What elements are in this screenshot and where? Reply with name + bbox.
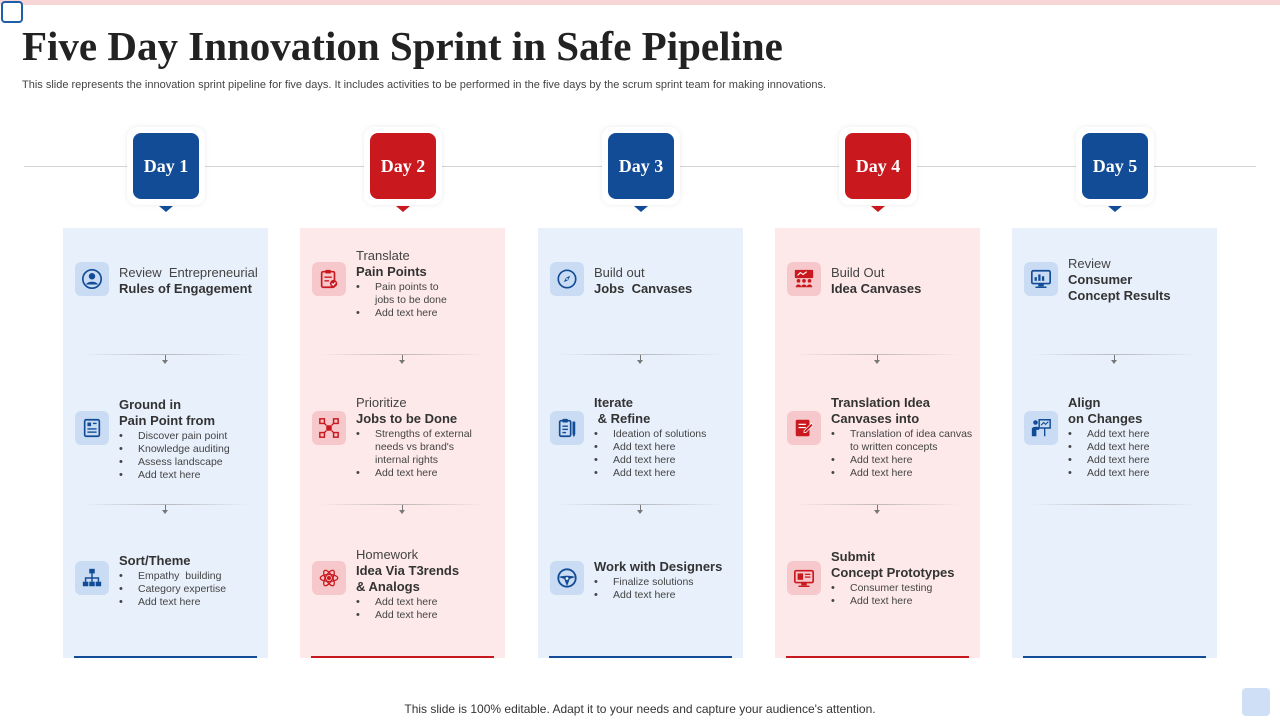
bullet-item: • Add text here [1068,467,1218,480]
bullet-item: • Add text here [831,454,981,467]
step-title-line2: Jobs Canvases [594,281,693,296]
down-arrow-icon [402,505,403,513]
step-title-line1: Prioritize [356,395,407,410]
down-arrow-icon [877,505,878,513]
column-bottom-rule [549,656,732,658]
bullet-item: • Knowledge auditing [119,443,269,456]
monitor-icon [787,561,821,595]
step-title-line1: Review Entrepreneurial [119,265,258,280]
bullet-item: • Strengths of external needs vs brand's internal rights [356,428,506,467]
team-presentation-icon [787,262,821,296]
step-title-line2: Consumer Concept Results [1068,272,1171,303]
org-chart-icon [75,561,109,595]
checklist-icon [550,411,584,445]
bullet-item: • Add text here [356,307,506,320]
network-icon [312,411,346,445]
clipboard-check-icon [312,262,346,296]
step-title: Translation Idea Canvases into [831,395,930,426]
compass-icon [550,262,584,296]
day-4-badge [839,127,917,205]
column-bottom-rule [1023,656,1206,658]
step-bullets [356,428,506,480]
bullet-item: • Ideation of solutions [594,428,744,441]
day-3-label: Day 3 [608,133,674,199]
day-5-column [1012,228,1217,658]
down-arrow-icon [1114,355,1115,363]
bullet-item: • Add text here [119,469,269,482]
slide-corner-marker [1,1,23,23]
bullet-item: • Discover pain point [119,430,269,443]
day-1-pointer [159,206,173,212]
bullet-item: • Add text here [594,454,744,467]
day-2-pointer [396,206,410,212]
bullet-item: • Add text here [356,609,506,622]
bullet-item: • Add text here [119,596,269,609]
top-accent-strip [0,0,1280,5]
step-bullets [831,582,981,608]
bullet-item: • Add text here [831,467,981,480]
step-title-line2: Idea Via T3rends & Analogs [356,563,460,594]
day-5-pointer [1108,206,1122,212]
day-4-pointer [871,206,885,212]
step-title-line2: Pain Points [356,264,427,279]
bullet-item: • Add text here [356,596,506,609]
step-title-line1: Review [1068,256,1111,271]
step-bullets [1068,428,1218,480]
day-1-label: Day 1 [133,133,199,199]
bullet-item: • Add text here [594,467,744,480]
column-bottom-rule [786,656,969,658]
down-arrow-icon [877,355,878,363]
slide-title: Five Day Innovation Sprint in Safe Pipeline [22,23,783,69]
day-5-badge [1076,127,1154,205]
column-bottom-rule [311,656,494,658]
bullet-item: • Add text here [1068,441,1218,454]
bullet-item: • Consumer testing [831,582,981,595]
step-title-line2: Rules of Engagement [119,281,252,296]
step-title: Iterate & Refine [594,395,651,426]
bullet-item: • Add text here [1068,428,1218,441]
down-arrow-icon [165,505,166,513]
day-2-column [300,228,505,658]
bullet-item: • Add text here [356,467,506,480]
bullet-item: • Empathy building [119,570,269,583]
step-bullets [594,576,744,602]
step-title-line1: Build Out [831,265,885,280]
bullet-item: • Add text here [594,589,744,602]
user-circle-icon [75,262,109,296]
day-4-label: Day 4 [845,133,911,199]
day-3-column [538,228,743,658]
step-bullets [831,428,981,480]
day-3-pointer [634,206,648,212]
notebook-icon [787,411,821,445]
step-title-line1: Translate [356,248,410,263]
step-bullets [119,570,269,609]
steering-wheel-icon [550,561,584,595]
day-1-column [63,228,268,658]
day-5-label: Day 5 [1082,133,1148,199]
step-title: Work with Designers [594,559,723,574]
day-1-badge [127,127,205,205]
down-arrow-icon [640,505,641,513]
step-title: Ground in Pain Point from [119,397,216,428]
day-2-label: Day 2 [370,133,436,199]
step-separator [1032,504,1197,505]
step-title-line2: Jobs to be Done [356,411,458,426]
down-arrow-icon [640,355,641,363]
step-title: Sort/Theme [119,553,191,568]
bullet-item: • Translation of idea canvas to written concepts [831,428,981,454]
bullet-item: • Pain points to jobs to be done [356,281,506,307]
step-bullets [356,596,506,622]
bullet-item: • Category expertise [119,583,269,596]
down-arrow-icon [165,355,166,363]
bullet-item: • Add text here [831,595,981,608]
bullet-item: • Add text here [1068,454,1218,467]
step-bullets [594,428,744,480]
column-bottom-rule [74,656,257,658]
slide-footer: This slide is 100% editable. Adapt it to your needs and capture your audience's attention. [404,702,876,716]
bullet-item: • Assess landscape [119,456,269,469]
step-bullets [119,430,269,482]
document-icon [75,411,109,445]
bullet-item: • Finalize solutions [594,576,744,589]
day-2-badge [364,127,442,205]
atom-icon [312,561,346,595]
step-title-line2: Idea Canvases [831,281,922,296]
bullet-item: • Add text here [594,441,744,454]
step-title-line1: Homework [356,547,419,562]
step-title: Align on Changes [1068,395,1143,426]
dashboard-icon [1024,262,1058,296]
slide-subtitle: This slide represents the innovation sprint pipeline for five days. It includes activities to be performed in the five days by the scrum sprint team for making innovations. [22,79,827,91]
presenter-icon [1024,411,1058,445]
step-title-line1: Build out [594,265,645,280]
step-bullets [356,281,506,320]
day-3-badge [602,127,680,205]
slide-corner-tile [1242,688,1270,716]
step-title: Submit Concept Prototypes [831,549,955,580]
day-4-column [775,228,980,658]
down-arrow-icon [402,355,403,363]
